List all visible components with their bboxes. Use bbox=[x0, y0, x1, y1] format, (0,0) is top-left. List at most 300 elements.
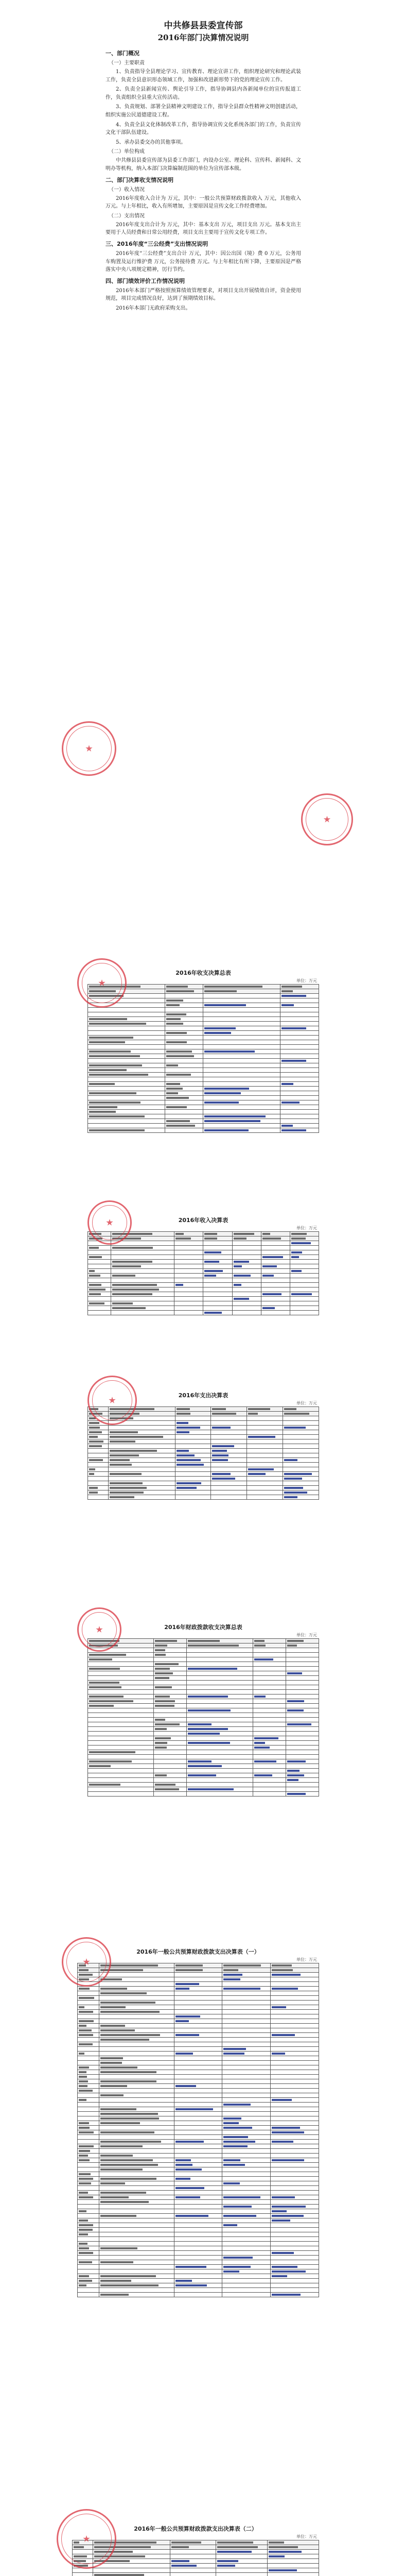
illegible-text-mark bbox=[175, 2015, 200, 2018]
table-cell bbox=[222, 2256, 271, 2260]
table-cell bbox=[174, 2209, 222, 2214]
table-cell bbox=[187, 1639, 253, 1643]
illegible-text-mark bbox=[166, 1023, 183, 1025]
illegible-text-mark bbox=[112, 1247, 153, 1249]
table-row bbox=[88, 1283, 319, 1287]
illegible-text-mark bbox=[284, 1487, 303, 1489]
table-cell bbox=[99, 1973, 174, 1977]
table-cell bbox=[88, 1017, 165, 1022]
table-cell bbox=[271, 2158, 319, 2163]
illegible-text-mark bbox=[204, 1312, 222, 1314]
illegible-text-mark bbox=[100, 2011, 160, 2013]
table-cell bbox=[174, 2112, 222, 2116]
table-cell bbox=[78, 2070, 99, 2075]
table-cell bbox=[111, 1255, 174, 1260]
illegible-text-mark bbox=[79, 2066, 89, 2069]
table-cell bbox=[211, 1472, 247, 1477]
table-cell bbox=[88, 1685, 154, 1690]
illegible-text-mark bbox=[100, 2002, 155, 2004]
illegible-text-mark bbox=[89, 1705, 114, 1707]
table-cell bbox=[154, 1657, 187, 1662]
table-cell bbox=[99, 2209, 174, 2214]
illegible-text-mark bbox=[89, 1751, 135, 1753]
table-cell bbox=[174, 2070, 222, 2075]
illegible-text-mark bbox=[281, 995, 306, 997]
table-cell bbox=[78, 2283, 99, 2288]
table-row bbox=[78, 2237, 319, 2242]
table-row bbox=[78, 2075, 319, 2079]
table-cell bbox=[88, 1012, 165, 1017]
illegible-text-mark bbox=[166, 1064, 178, 1066]
illegible-text-mark bbox=[262, 1307, 275, 1309]
table-cell bbox=[222, 2042, 271, 2047]
table-cell bbox=[175, 1407, 211, 1412]
table-cell bbox=[290, 1274, 319, 1278]
table-cell bbox=[222, 2135, 271, 2140]
table-cell bbox=[271, 2019, 319, 2024]
table-cell bbox=[88, 1059, 165, 1063]
illegible-text-mark bbox=[89, 1041, 125, 1043]
illegible-text-mark bbox=[89, 1074, 148, 1076]
section-heading: 三、2016年度“三公经费”支出情况说明 bbox=[105, 240, 208, 247]
table-cell bbox=[222, 2242, 271, 2246]
table-cell bbox=[271, 2047, 319, 2052]
table-cell bbox=[203, 1073, 280, 1077]
table-cell bbox=[154, 1667, 187, 1671]
illegible-text-mark bbox=[79, 2076, 87, 2078]
table-cell bbox=[203, 994, 280, 998]
illegible-text-mark bbox=[79, 2210, 86, 2212]
table-cell bbox=[222, 2107, 271, 2112]
table-cell bbox=[165, 1049, 203, 1054]
table-cell bbox=[283, 1467, 319, 1472]
illegible-text-mark bbox=[272, 2206, 306, 2208]
table-cell bbox=[261, 1301, 290, 1306]
illegible-text-mark bbox=[223, 2270, 239, 2273]
table-row bbox=[78, 2279, 319, 2283]
table-cell bbox=[88, 1718, 154, 1722]
illegible-text-mark bbox=[110, 1492, 144, 1494]
table-cell bbox=[174, 2140, 222, 2144]
table-row bbox=[78, 2260, 319, 2265]
table-cell bbox=[175, 1486, 211, 1490]
illegible-text-mark bbox=[166, 1125, 195, 1127]
table-cell bbox=[88, 1463, 109, 1467]
table-cell bbox=[99, 2274, 174, 2279]
table-cell bbox=[290, 1297, 319, 1301]
illegible-text-mark bbox=[234, 1265, 242, 1267]
table-row bbox=[88, 1759, 319, 1764]
table-cell bbox=[175, 1472, 211, 1477]
table-cell bbox=[222, 2079, 271, 2084]
illegible-text-mark bbox=[254, 1640, 265, 1642]
illegible-text-mark bbox=[262, 1256, 283, 1258]
table-cell bbox=[174, 2014, 222, 2019]
table-cell bbox=[165, 1063, 203, 1068]
table-cell bbox=[88, 1087, 165, 1091]
table-cell bbox=[154, 1694, 187, 1699]
table-row bbox=[73, 2564, 319, 2568]
table-cell bbox=[170, 2540, 216, 2545]
table-cell bbox=[108, 1467, 175, 1472]
table-cell bbox=[174, 1306, 203, 1311]
table-cell bbox=[78, 2112, 99, 2116]
illegible-text-mark bbox=[175, 1238, 191, 1240]
table-cell bbox=[174, 2075, 222, 2079]
table-row bbox=[88, 1653, 319, 1657]
table-row bbox=[88, 1301, 319, 1306]
illegible-text-mark bbox=[217, 2546, 258, 2548]
table-row bbox=[88, 1036, 319, 1040]
table-cell bbox=[203, 1031, 280, 1036]
illegible-text-mark bbox=[175, 1964, 203, 1967]
table-cell bbox=[165, 985, 203, 989]
table-cell bbox=[280, 1063, 319, 1068]
table-cell bbox=[211, 1490, 247, 1495]
table-cell bbox=[261, 1236, 290, 1241]
table-cell bbox=[99, 2149, 174, 2154]
illegible-text-mark bbox=[100, 2029, 135, 2031]
illegible-text-mark bbox=[281, 1101, 300, 1104]
table-row bbox=[88, 1745, 319, 1750]
illegible-text-mark bbox=[284, 1473, 312, 1475]
table-row bbox=[78, 2103, 319, 2107]
table-row bbox=[88, 1667, 319, 1671]
illegible-text-mark bbox=[287, 1709, 304, 1711]
table-cell bbox=[253, 1778, 286, 1783]
official-seal-icon bbox=[77, 1607, 121, 1652]
table-cell bbox=[271, 2246, 319, 2251]
table-cell bbox=[253, 1792, 286, 1797]
table-cell bbox=[99, 2014, 174, 2019]
table-cell bbox=[154, 1704, 187, 1708]
table-row bbox=[78, 2028, 319, 2033]
table-cell bbox=[286, 1639, 319, 1643]
illegible-text-mark bbox=[204, 1120, 260, 1122]
illegible-text-mark bbox=[89, 1293, 101, 1295]
table-row bbox=[78, 2209, 319, 2214]
illegible-text-mark bbox=[177, 1408, 190, 1410]
table-row bbox=[78, 2242, 319, 2246]
table-cell bbox=[280, 1040, 319, 1045]
table-cell bbox=[88, 1100, 165, 1105]
table-cell bbox=[78, 2084, 99, 2089]
illegible-text-mark bbox=[79, 2233, 88, 2235]
table-cell bbox=[78, 2209, 99, 2214]
table-cell bbox=[203, 1087, 280, 1091]
table-cell bbox=[271, 2167, 319, 2172]
table-cell bbox=[286, 1755, 319, 1759]
table-cell bbox=[165, 1026, 203, 1031]
illegible-text-mark bbox=[188, 1774, 216, 1776]
table-cell bbox=[99, 2028, 174, 2033]
illegible-text-mark bbox=[155, 1640, 177, 1642]
table-cell bbox=[111, 1287, 174, 1292]
table-cell bbox=[271, 2177, 319, 2181]
illegible-text-mark bbox=[100, 1988, 127, 1990]
table-cell bbox=[88, 1704, 154, 1708]
table-cell bbox=[174, 2172, 222, 2177]
table-cell bbox=[271, 2061, 319, 2065]
table-cell bbox=[78, 2042, 99, 2047]
illegible-text-mark bbox=[248, 1408, 270, 1410]
table-row bbox=[78, 2223, 319, 2228]
table-cell bbox=[222, 2158, 271, 2163]
table-cell bbox=[283, 1463, 319, 1467]
table-cell bbox=[99, 2223, 174, 2228]
table-cell bbox=[154, 1722, 187, 1727]
illegible-text-mark bbox=[272, 2034, 295, 2036]
table-cell bbox=[203, 1022, 280, 1026]
table-cell bbox=[290, 1250, 319, 1255]
table-cell bbox=[271, 2005, 319, 2010]
table-cell bbox=[78, 2167, 99, 2172]
table-cell bbox=[222, 2093, 271, 2098]
table-cell bbox=[174, 1278, 203, 1283]
table-cell bbox=[211, 1407, 247, 1412]
table-row bbox=[78, 2112, 319, 2116]
table-cell bbox=[286, 1690, 319, 1694]
illegible-text-mark bbox=[188, 1760, 212, 1762]
table-cell bbox=[280, 1124, 319, 1128]
table-cell bbox=[286, 1657, 319, 1662]
table-cell bbox=[88, 1430, 109, 1435]
table-cell bbox=[268, 2554, 319, 2559]
table-cell bbox=[154, 1759, 187, 1764]
illegible-text-mark bbox=[89, 1069, 127, 1071]
table-cell bbox=[271, 2237, 319, 2242]
table-row bbox=[88, 1073, 319, 1077]
table-cell bbox=[222, 2209, 271, 2214]
table-cell bbox=[283, 1435, 319, 1439]
table-row bbox=[78, 2140, 319, 2144]
table-cell bbox=[286, 1722, 319, 1727]
table-unit: 单位：万元 bbox=[296, 1401, 317, 1405]
table-cell bbox=[253, 1722, 286, 1727]
table-row bbox=[78, 2001, 319, 2005]
table-cell bbox=[268, 2573, 319, 2576]
illegible-text-mark bbox=[223, 1988, 260, 1990]
table-cell bbox=[88, 1008, 165, 1012]
table-row bbox=[88, 1439, 319, 1444]
illegible-text-mark bbox=[79, 2261, 92, 2263]
table-cell bbox=[253, 1741, 286, 1745]
table-cell bbox=[174, 1246, 203, 1250]
table-row bbox=[78, 2283, 319, 2288]
illegible-text-mark bbox=[223, 1978, 240, 1980]
illegible-text-mark bbox=[223, 2117, 241, 2120]
table-cell bbox=[174, 2135, 222, 2140]
illegible-text-mark bbox=[155, 1677, 169, 1679]
table-cell bbox=[203, 1306, 232, 1311]
illegible-text-mark bbox=[89, 1696, 124, 1698]
table-cell bbox=[247, 1412, 283, 1416]
table-cell bbox=[187, 1778, 253, 1783]
table-cell bbox=[286, 1745, 319, 1750]
illegible-text-mark bbox=[177, 1413, 190, 1415]
table-cell bbox=[88, 1031, 165, 1036]
illegible-text-mark bbox=[89, 1682, 119, 1684]
table-cell bbox=[271, 1977, 319, 1982]
table-cell bbox=[78, 2121, 99, 2126]
table-cell bbox=[175, 1477, 211, 1481]
illegible-text-mark bbox=[212, 1459, 228, 1461]
table-row bbox=[78, 2070, 319, 2075]
illegible-text-mark bbox=[100, 2178, 156, 2180]
table-cell bbox=[154, 1713, 187, 1718]
illegible-text-mark bbox=[291, 1256, 299, 1258]
illegible-text-mark bbox=[79, 2224, 93, 2226]
table-cell bbox=[174, 1987, 222, 1991]
section-heading: 二、部门决算收支情况说明 bbox=[105, 176, 173, 183]
table-cell bbox=[222, 2130, 271, 2135]
illegible-text-mark bbox=[287, 1779, 298, 1781]
table-cell bbox=[203, 1119, 280, 1124]
table-cell bbox=[88, 1297, 111, 1301]
table-cell bbox=[78, 2223, 99, 2228]
table-cell bbox=[99, 2172, 174, 2177]
table-row bbox=[88, 1681, 319, 1685]
table-row bbox=[78, 2149, 319, 2154]
table-cell bbox=[88, 1755, 154, 1759]
table-cell bbox=[174, 1264, 203, 1269]
table-cell bbox=[187, 1685, 253, 1690]
table-cell bbox=[290, 1306, 319, 1311]
table-row bbox=[78, 2061, 319, 2065]
table-cell bbox=[174, 2288, 222, 2293]
table-row bbox=[78, 2121, 319, 2126]
table-cell bbox=[222, 1968, 271, 1973]
table-cell bbox=[154, 1732, 187, 1736]
table-cell bbox=[271, 2172, 319, 2177]
table-cell bbox=[174, 1232, 203, 1236]
illegible-text-mark bbox=[254, 1742, 265, 1744]
table-cell bbox=[88, 1764, 154, 1769]
table-cell bbox=[286, 1792, 319, 1797]
table-cell bbox=[290, 1301, 319, 1306]
table-cell bbox=[253, 1639, 286, 1643]
table-cell bbox=[154, 1685, 187, 1690]
illegible-text-mark bbox=[100, 2108, 136, 2110]
official-seal-icon bbox=[62, 721, 116, 776]
table-row bbox=[88, 1100, 319, 1105]
table-cell bbox=[174, 2163, 222, 2167]
table-cell bbox=[154, 1792, 187, 1797]
illegible-text-mark bbox=[272, 2006, 286, 2008]
illegible-text-mark bbox=[177, 1459, 201, 1461]
illegible-text-mark bbox=[166, 986, 188, 988]
table-cell bbox=[78, 2256, 99, 2260]
table-cell bbox=[88, 1110, 165, 1114]
table-cell bbox=[232, 1278, 261, 1283]
table-cell bbox=[271, 2065, 319, 2070]
table-cell bbox=[154, 1764, 187, 1769]
report-title: 中共修县县委宣传部 bbox=[164, 21, 243, 31]
illegible-text-mark bbox=[272, 2141, 293, 2143]
illegible-text-mark bbox=[100, 2159, 153, 2161]
illegible-text-mark bbox=[287, 1723, 311, 1725]
illegible-text-mark bbox=[223, 2136, 248, 2138]
table-cell bbox=[99, 2052, 174, 2056]
illegible-text-mark bbox=[100, 2280, 131, 2282]
table-cell bbox=[211, 1430, 247, 1435]
table-cell bbox=[88, 1255, 111, 1260]
illegible-text-mark bbox=[175, 2053, 193, 2055]
table-cell bbox=[203, 1054, 280, 1059]
table-cell bbox=[154, 1773, 187, 1778]
table-cell bbox=[280, 989, 319, 994]
illegible-text-mark bbox=[155, 1696, 170, 1698]
table-row bbox=[88, 1297, 319, 1301]
official-seal-icon bbox=[87, 1376, 137, 1425]
illegible-text-mark bbox=[281, 1083, 293, 1085]
table-cell bbox=[78, 2140, 99, 2144]
illegible-text-mark bbox=[272, 2252, 294, 2254]
table-row bbox=[78, 2116, 319, 2121]
table-cell bbox=[261, 1269, 290, 1274]
table-cell bbox=[283, 1439, 319, 1444]
table-cell bbox=[78, 1991, 99, 1996]
table-row bbox=[78, 2214, 319, 2218]
illegible-text-mark bbox=[272, 2294, 301, 2296]
table-cell bbox=[283, 1481, 319, 1486]
table-cell bbox=[203, 1008, 280, 1012]
table-row bbox=[88, 1003, 319, 1008]
table-cell bbox=[253, 1648, 286, 1653]
table-cell bbox=[174, 1982, 222, 1987]
illegible-text-mark bbox=[291, 1242, 311, 1244]
illegible-text-mark bbox=[223, 2257, 253, 2259]
table-cell bbox=[175, 1495, 211, 1500]
table-cell bbox=[222, 1977, 271, 1982]
table-cell bbox=[154, 1750, 187, 1755]
table-row bbox=[88, 1481, 319, 1486]
illegible-text-mark bbox=[223, 2122, 239, 2124]
illegible-text-mark bbox=[287, 1760, 306, 1762]
table-cell bbox=[261, 1274, 290, 1278]
table-cell bbox=[78, 2218, 99, 2223]
table-cell bbox=[187, 1699, 253, 1704]
table-cell bbox=[247, 1435, 283, 1439]
illegible-text-mark bbox=[166, 1041, 187, 1043]
illegible-text-mark bbox=[269, 2541, 284, 2544]
table-cell bbox=[88, 1722, 154, 1727]
table-cell bbox=[283, 1495, 319, 1500]
illegible-text-mark bbox=[100, 2215, 136, 2217]
illegible-text-mark bbox=[89, 1436, 98, 1438]
table-cell bbox=[280, 1110, 319, 1114]
table-row bbox=[78, 2093, 319, 2098]
table-cell bbox=[111, 1292, 174, 1297]
illegible-text-mark bbox=[204, 1233, 217, 1235]
table-cell bbox=[283, 1426, 319, 1430]
illegible-text-mark bbox=[89, 1654, 126, 1656]
illegible-text-mark bbox=[188, 1640, 220, 1642]
illegible-text-mark bbox=[89, 1270, 95, 1272]
illegible-text-mark bbox=[155, 1663, 179, 1665]
paragraph: 2016年度“三公经费”支出合计 万元，其中：因公出国（境）费 0 万元，公务用车购置及运行维护费 万元，公务接待费 万元。与上年相比有所下降，主要原因是严格落实中央八项规定精神，厉行节约。 bbox=[105, 250, 301, 273]
table-cell bbox=[88, 1045, 165, 1049]
table-cell bbox=[211, 1477, 247, 1481]
table-cell bbox=[271, 2232, 319, 2237]
table-row bbox=[78, 2205, 319, 2209]
official-seal-icon bbox=[301, 793, 353, 845]
table-cell bbox=[222, 2200, 271, 2205]
table-cell bbox=[261, 1246, 290, 1250]
table-cell bbox=[111, 1264, 174, 1269]
table-row bbox=[88, 1128, 319, 1133]
illegible-text-mark bbox=[272, 2159, 304, 2161]
